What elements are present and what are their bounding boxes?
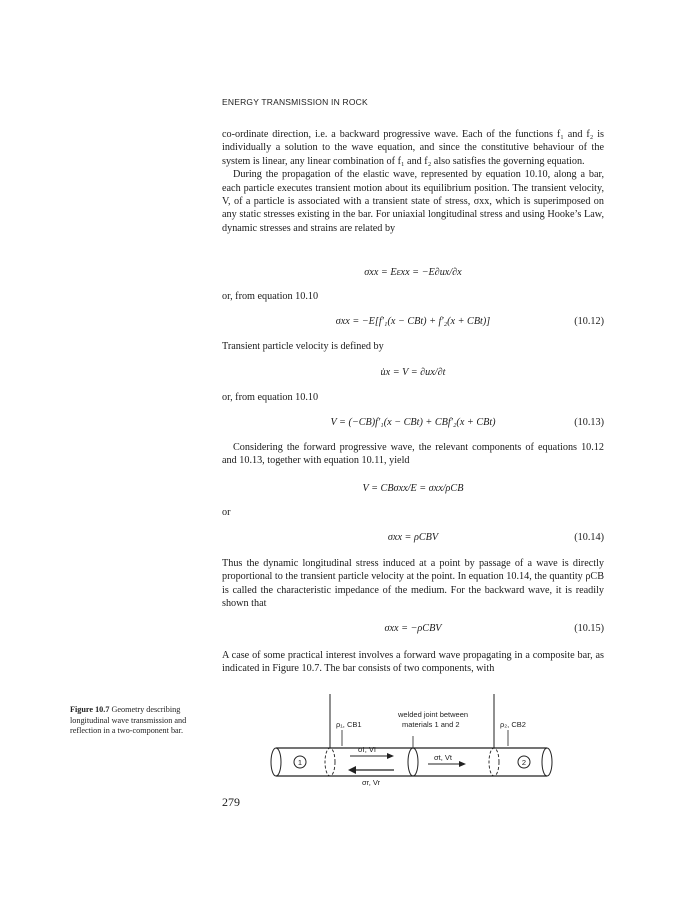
equation-v-relation-formula: V = CBσxx/E = σxx/ρCB: [362, 483, 464, 494]
paragraph-5: [222, 649, 604, 676]
equation-10-12-number: (10.12): [574, 316, 604, 327]
paragraph-5-text: A case of some practical interest involves a forward wave propagating in a composite bar, as indicated in Figure 10.7. The bar consists of two components, with: [222, 650, 604, 675]
joint-label-line-1: welded joint between: [398, 710, 469, 719]
figure-caption-text: Geometry describing longitudinal wave transmission and reflection in a two-component bar.: [70, 705, 187, 736]
transmitted-arrow-head: [459, 761, 466, 767]
figure-caption: [70, 705, 212, 737]
text-or: or: [222, 507, 231, 518]
paragraph-4: [222, 557, 604, 611]
paragraph-1: [222, 128, 604, 235]
joint-label-line-2: materials 1 and 2: [402, 720, 460, 729]
section-1-ellipse: [325, 748, 335, 776]
paragraph-3-text: Considering the forward progressive wave, the relevant components of equations 10.12 and 10.13, together with equation 10.11, yield: [222, 442, 604, 467]
equation-10-14-number: (10.14): [574, 532, 604, 543]
material-2-label: ρ₂, CB2: [500, 720, 526, 729]
paragraph-4-text: Thus the dynamic longitudinal stress induced at a point by passage of a wave is directly proportional to the transient particle velocity at the point. In equation 10.14, the quantity ρCB is called the characteristic impedance of the medium. For the backward wave, it is readily shown that: [222, 558, 604, 610]
text-or-eq-10-10: or, from equation 10.10: [222, 291, 319, 302]
text-or-eq-10-10-b: or, from equation 10.10: [222, 392, 319, 403]
component-1-label: 1: [297, 758, 303, 767]
component-2-label: 2: [521, 758, 527, 767]
equation-10-14-formula: σxx = ρCBV: [387, 532, 439, 543]
equation-10-13-formula: V = (−CB)f′₁(x − CBt) + CBf′₂(x + CBt): [330, 417, 496, 428]
material-1-label: ρ₁, CB1: [336, 720, 362, 729]
equation-10-12-formula: σxx = −E[f′₁(x − CBt) + f′₂(x + CBt)]: [335, 316, 491, 327]
equation-hooke-formula: σxx = Eεxx = −E∂ux/∂x: [364, 267, 462, 278]
equation-10-13-number: (10.13): [574, 417, 604, 428]
paragraph-1-text: co-ordinate direction, i.e. a backward progressive wave. Each of the functions f₁ and f₂ is individually a solution to the wave equation, and since the constitutive behaviour of the system is linear, any linear combination of f₁ and f₂ also satisfies the governing equation.: [222, 129, 604, 167]
paragraph-2-text: During the propagation of the elastic wave, represented by equation 10.10, along a bar, each particle executes transient motion about its equilibrium position. The transient velocity, V, of a particle is associated with a transient state of stress, σxx, which is superimposed on any static stresses existing in the bar. For uniaxial longitudinal stress and using Hooke’s Law, dynamic stresses and strains are related by: [222, 169, 604, 234]
reflected-arrow-head: [348, 766, 356, 774]
equation-velocity-formula: u̇x = V = ∂ux/∂t: [380, 367, 446, 378]
section-2-ellipse: [489, 748, 499, 776]
equation-10-15-number: (10.15): [574, 623, 604, 634]
transmitted-wave-label: σt, Vt: [434, 753, 452, 762]
incident-wave-label: σI, VI: [358, 745, 376, 754]
bar-left-end: [271, 748, 281, 776]
text-velocity: Transient particle velocity is defined by: [222, 341, 384, 352]
reflected-wave-label: σr, Vr: [362, 778, 381, 787]
equation-10-15-formula: σxx = −ρCBV: [384, 623, 442, 634]
paragraph-3: [222, 441, 604, 468]
running-header: ENERGY TRANSMISSION IN ROCK: [222, 97, 368, 107]
incident-arrow-head: [387, 753, 394, 759]
figure-caption-label: Figure 10.7: [70, 705, 110, 714]
page-number: 279: [222, 795, 240, 809]
joint-ellipse: [408, 748, 418, 776]
bar-right-end: [542, 748, 552, 776]
figure-10-7-diagram: [262, 690, 562, 788]
